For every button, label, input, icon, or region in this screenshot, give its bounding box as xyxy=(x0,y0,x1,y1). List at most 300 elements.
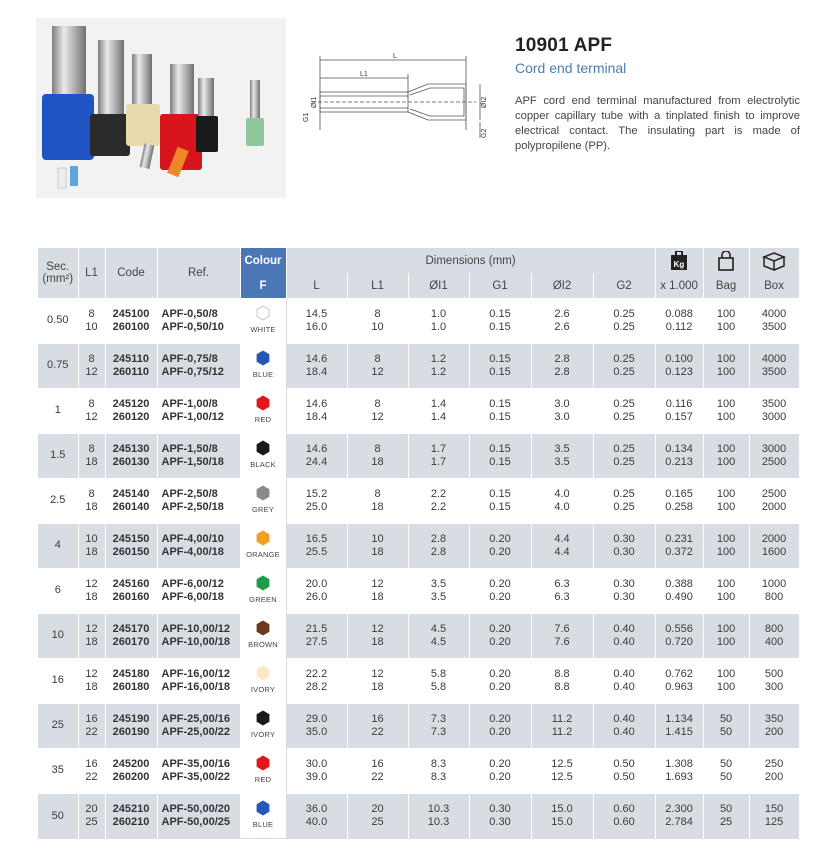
dim-L1-value: 18 xyxy=(371,456,384,468)
dim-G1-value: 0.15 xyxy=(489,397,511,410)
cell-colour xyxy=(240,704,286,749)
ref-value: APF-4,00/10 xyxy=(161,532,224,545)
dim-G1-value: 0.20 xyxy=(489,771,511,783)
cell-ref xyxy=(157,749,240,794)
table-row xyxy=(38,614,799,659)
cell-dim-L1 xyxy=(347,389,408,434)
colour-name: IVORY xyxy=(250,685,276,695)
l1-value: 18 xyxy=(85,591,98,603)
dim-OI1-value: 1.4 xyxy=(430,411,447,423)
table-row xyxy=(38,344,799,389)
code-value: 245100 xyxy=(112,307,150,320)
cell-bag xyxy=(703,299,749,344)
cell-weight xyxy=(655,524,703,569)
product-description: APF cord end terminal manufactured from electrolytic copper capillary tube with a tinplated finish to improve electrical contact. The insulating part is made of polypropilene (PP). xyxy=(515,95,800,152)
dim-OI2-value: 12.5 xyxy=(551,771,573,783)
dim-L1-value: 12 xyxy=(371,366,384,378)
code-value: 245190 xyxy=(112,712,150,725)
header-weight: x 1.000 xyxy=(655,273,703,299)
cell-dim-OI2 xyxy=(531,479,593,524)
colour-name: BROWN xyxy=(248,640,278,650)
dim-G2-value: 0.25 xyxy=(613,366,635,378)
box-value: 3500 xyxy=(761,366,787,378)
cell-weight xyxy=(655,299,703,344)
cell-code xyxy=(105,344,157,389)
box-value: 500 xyxy=(764,667,784,680)
dim-L-value: 24.4 xyxy=(305,456,328,468)
weight-value: 0.258 xyxy=(665,501,693,513)
cell-dim-L xyxy=(286,569,347,614)
dim-OI1-value: 7.3 xyxy=(430,712,447,725)
dim-OI1-value: 8.3 xyxy=(430,771,447,783)
l1-value: 22 xyxy=(85,771,98,783)
weight-value: 1.415 xyxy=(665,726,693,738)
cell-dim-G1 xyxy=(469,704,531,749)
cell-l1 xyxy=(78,794,105,839)
cell-dim-OI1 xyxy=(408,524,469,569)
box-value: 2000 xyxy=(761,532,787,545)
dim-G2-value: 0.40 xyxy=(613,712,635,725)
box-value: 200 xyxy=(764,771,784,783)
cell-colour xyxy=(240,434,286,479)
cell-dim-OI1 xyxy=(408,614,469,659)
header-sec: Sec. (mm²) xyxy=(38,248,78,299)
dim-OI1-value: 1.7 xyxy=(430,442,447,455)
dim-L-value: 29.0 xyxy=(305,712,328,725)
ref-value: APF-2,50/8 xyxy=(161,487,218,500)
bag-value: 50 xyxy=(719,726,733,738)
cell-dim-OI2 xyxy=(531,794,593,839)
bag-value: 100 xyxy=(716,442,736,455)
cell-box xyxy=(749,524,799,569)
colour-swatch-shape xyxy=(257,531,269,545)
l1-value: 8 xyxy=(88,352,95,365)
header-dim-L: L xyxy=(286,273,347,299)
cell-dim-G1 xyxy=(469,434,531,479)
dim-OI2-value: 2.8 xyxy=(554,366,570,378)
cell-bag xyxy=(703,749,749,794)
dim-L-value: 36.0 xyxy=(305,802,328,815)
dim-OI1-value: 10.3 xyxy=(427,802,450,815)
dim-OI2-value: 11.2 xyxy=(551,712,573,725)
cell-ref xyxy=(157,479,240,524)
cell-code xyxy=(105,659,157,704)
colour-swatch-shape xyxy=(257,801,269,815)
cell-weight xyxy=(655,659,703,704)
cell-dim-L1 xyxy=(347,794,408,839)
cell-dim-L1 xyxy=(347,659,408,704)
header-dim-OI2: ØI2 xyxy=(531,273,593,299)
cell-l1 xyxy=(78,434,105,479)
weight-value: 1.308 xyxy=(665,757,693,770)
dim-L1-value: 8 xyxy=(374,397,381,410)
weight-value: 0.213 xyxy=(665,456,693,468)
l1-value: 12 xyxy=(85,577,98,590)
header-code: Code xyxy=(105,248,157,299)
cell-dim-OI1 xyxy=(408,389,469,434)
bag-value: 100 xyxy=(716,501,736,513)
dim-OI2-value: 7.6 xyxy=(554,622,570,635)
code-value: 260150 xyxy=(112,546,150,558)
cell-ref xyxy=(157,614,240,659)
dim-G1-value: 0.20 xyxy=(489,622,511,635)
cell-l1 xyxy=(78,704,105,749)
kg-weight-icon xyxy=(670,251,688,271)
cell-sec: 25 xyxy=(38,704,78,749)
cell-bag xyxy=(703,794,749,839)
weight-value: 0.372 xyxy=(665,546,693,558)
ref-value: APF-0,50/8 xyxy=(161,307,218,320)
box-value: 800 xyxy=(764,622,784,635)
table-row xyxy=(38,659,799,704)
code-value: 245200 xyxy=(112,757,150,770)
dim-G1-value: 0.20 xyxy=(489,546,511,558)
header-bag: Bag xyxy=(703,273,749,299)
cell-dim-OI2 xyxy=(531,389,593,434)
cell-code xyxy=(105,479,157,524)
cell-dim-L1 xyxy=(347,569,408,614)
dim-L1-value: 12 xyxy=(371,667,384,680)
cell-dim-G2 xyxy=(593,704,655,749)
cell-box xyxy=(749,479,799,524)
cell-dim-G1 xyxy=(469,389,531,434)
ref-value: APF-50,00/25 xyxy=(161,816,230,829)
box-value: 400 xyxy=(764,636,784,648)
cell-dim-G2 xyxy=(593,749,655,794)
ref-value: APF-16,00/18 xyxy=(161,681,230,693)
dim-G2-value: 0.30 xyxy=(613,532,635,545)
weight-value: 1.134 xyxy=(665,712,693,725)
cell-dim-L1 xyxy=(347,299,408,344)
cell-sec: 4 xyxy=(38,524,78,569)
code-value: 260190 xyxy=(112,726,150,738)
bag-value: 50 xyxy=(719,802,733,815)
weight-value: 0.963 xyxy=(665,681,693,693)
cell-code xyxy=(105,704,157,749)
dim-G2-value: 0.50 xyxy=(613,771,635,783)
cell-code xyxy=(105,389,157,434)
cell-weight xyxy=(655,704,703,749)
cell-colour xyxy=(240,299,286,344)
weight-value: 2.784 xyxy=(665,816,693,829)
cell-weight xyxy=(655,569,703,614)
bag-value: 100 xyxy=(716,487,736,500)
box-value: 3500 xyxy=(761,397,787,410)
weight-value: 0.388 xyxy=(665,577,693,590)
cell-ref xyxy=(157,524,240,569)
cell-sec: 1 xyxy=(38,389,78,434)
dim-L-value: 40.0 xyxy=(305,816,328,829)
weight-value: 0.762 xyxy=(665,667,693,680)
cell-bag xyxy=(703,434,749,479)
dim-OI1-value: 3.5 xyxy=(430,591,447,603)
box-value: 250 xyxy=(764,757,784,770)
dim-OI1-value: 5.8 xyxy=(430,681,447,693)
header-ref: Ref. xyxy=(157,248,240,299)
cell-sec: 1.5 xyxy=(38,434,78,479)
dim-G2-value: 0.60 xyxy=(613,802,635,815)
cell-colour xyxy=(240,344,286,389)
dim-OI1-value: 2.8 xyxy=(430,532,447,545)
code-value: 260100 xyxy=(112,321,150,333)
dim-L-value: 16.0 xyxy=(305,321,328,333)
cell-dim-L xyxy=(286,299,347,344)
cell-bag xyxy=(703,569,749,614)
dim-OI2-value: 8.8 xyxy=(554,681,570,693)
table-row xyxy=(38,524,799,569)
dim-L-value: 25.0 xyxy=(305,501,328,513)
cell-dim-L xyxy=(286,524,347,569)
table-row xyxy=(38,749,799,794)
table-body xyxy=(38,299,799,839)
ref-value: APF-10,00/18 xyxy=(161,636,230,648)
cell-l1 xyxy=(78,659,105,704)
cell-box xyxy=(749,794,799,839)
dim-L1-value: 22 xyxy=(371,771,384,783)
colour-name: RED xyxy=(254,415,272,425)
table-row xyxy=(38,299,799,344)
l1-value: 18 xyxy=(85,456,98,468)
cell-code xyxy=(105,794,157,839)
dim-L1-value: 25 xyxy=(371,816,384,829)
code-value: 245130 xyxy=(112,442,150,455)
l1-value: 18 xyxy=(85,681,98,693)
ref-value: APF-35,00/22 xyxy=(161,771,230,783)
dim-G1-value: 0.20 xyxy=(489,726,511,738)
weight-value: 0.134 xyxy=(665,442,693,455)
dim-G1-value: 0.15 xyxy=(489,352,511,365)
dim-OI2-value: 2.6 xyxy=(554,307,570,320)
cell-dim-L1 xyxy=(347,749,408,794)
cell-dim-G2 xyxy=(593,614,655,659)
dim-L1-value: 18 xyxy=(371,591,384,603)
colour-swatch-shape xyxy=(257,396,269,410)
colour-name: BLUE xyxy=(252,370,274,380)
weight-value: 0.100 xyxy=(665,352,693,365)
dim-OI1-value: 4.5 xyxy=(430,636,447,648)
weight-value: 0.123 xyxy=(665,366,693,378)
dim-L-value: 30.0 xyxy=(305,757,328,770)
cell-code xyxy=(105,614,157,659)
ref-value: APF-35,00/16 xyxy=(161,757,230,770)
box-value: 4000 xyxy=(761,307,787,320)
weight-value: 0.490 xyxy=(665,591,693,603)
cell-ref xyxy=(157,434,240,479)
ref-value: APF-6,00/12 xyxy=(161,577,224,590)
weight-value: 0.165 xyxy=(665,487,693,500)
table-row xyxy=(38,704,799,749)
cell-colour xyxy=(240,389,286,434)
ref-value: APF-1,00/8 xyxy=(161,397,218,410)
bag-value: 100 xyxy=(716,366,736,378)
dim-G2-value: 0.30 xyxy=(613,577,635,590)
bag-value: 100 xyxy=(716,577,736,590)
box-value: 800 xyxy=(764,591,784,603)
cell-bag xyxy=(703,614,749,659)
cell-dim-G1 xyxy=(469,794,531,839)
colour-name: BLUE xyxy=(252,820,274,830)
cell-l1 xyxy=(78,524,105,569)
cell-dim-L1 xyxy=(347,524,408,569)
colour-name: RED xyxy=(254,775,272,785)
cell-colour xyxy=(240,569,286,614)
cell-box xyxy=(749,389,799,434)
cell-box xyxy=(749,569,799,614)
cell-ref xyxy=(157,659,240,704)
cell-bag xyxy=(703,479,749,524)
box-value: 2000 xyxy=(761,501,787,513)
dim-G2-value: 0.25 xyxy=(613,307,635,320)
cell-code xyxy=(105,299,157,344)
dim-OI1-value: 8.3 xyxy=(430,757,447,770)
cell-sec: 10 xyxy=(38,614,78,659)
table-row xyxy=(38,479,799,524)
bag-icon xyxy=(717,251,735,271)
cell-dim-L xyxy=(286,344,347,389)
cell-dim-G1 xyxy=(469,344,531,389)
dim-OI2-value: 8.8 xyxy=(554,667,570,680)
dim-OI1-value: 1.0 xyxy=(430,321,447,333)
colour-swatch-icon xyxy=(255,665,271,681)
cell-dim-L1 xyxy=(347,434,408,479)
cell-l1 xyxy=(78,614,105,659)
technical-drawing xyxy=(298,50,498,150)
cell-box xyxy=(749,344,799,389)
cell-weight xyxy=(655,749,703,794)
weight-value: 0.088 xyxy=(665,307,693,320)
code-value: 245140 xyxy=(112,487,150,500)
dim-OI2-value: 3.5 xyxy=(554,442,570,455)
box-value: 300 xyxy=(764,681,784,693)
colour-swatch-icon xyxy=(255,755,271,771)
cell-dim-L xyxy=(286,479,347,524)
cell-l1 xyxy=(78,749,105,794)
l1-value: 18 xyxy=(85,636,98,648)
cell-colour xyxy=(240,479,286,524)
cell-dim-OI2 xyxy=(531,344,593,389)
table-row xyxy=(38,389,799,434)
cell-dim-OI2 xyxy=(531,749,593,794)
cell-dim-OI1 xyxy=(408,569,469,614)
colour-name: IVORY xyxy=(250,730,276,740)
dim-OI2-value: 3.0 xyxy=(554,411,570,423)
cell-dim-L1 xyxy=(347,614,408,659)
dim-L-value: 14.6 xyxy=(305,352,328,365)
colour-swatch-shape xyxy=(257,441,269,455)
cell-dim-OI1 xyxy=(408,659,469,704)
code-value: 260160 xyxy=(112,591,150,603)
colour-swatch-icon xyxy=(255,530,271,546)
colour-swatch-icon xyxy=(255,440,271,456)
dim-L1-value: 18 xyxy=(371,681,384,693)
dim-L1-value: 12 xyxy=(371,411,384,423)
weight-value: 0.231 xyxy=(665,532,693,545)
cell-dim-L xyxy=(286,434,347,479)
cell-dim-OI2 xyxy=(531,299,593,344)
cell-dim-OI1 xyxy=(408,299,469,344)
cell-colour xyxy=(240,659,286,704)
cell-colour xyxy=(240,794,286,839)
l1-value: 12 xyxy=(85,411,98,423)
dim-L-value: 26.0 xyxy=(305,591,328,603)
spec-table xyxy=(38,248,800,839)
dim-G1-value: 0.20 xyxy=(489,712,511,725)
bag-value: 100 xyxy=(716,636,736,648)
dim-label-G1: G1 xyxy=(303,112,310,122)
svg-text:Kg: Kg xyxy=(673,259,685,269)
dim-G2-value: 0.40 xyxy=(613,636,635,648)
cell-dim-OI1 xyxy=(408,794,469,839)
cell-dim-OI2 xyxy=(531,569,593,614)
dim-G2-value: 0.40 xyxy=(613,667,635,680)
box-icon xyxy=(762,251,786,271)
weight-value: 0.112 xyxy=(665,321,693,333)
cell-dim-G1 xyxy=(469,614,531,659)
bag-value: 100 xyxy=(716,532,736,545)
dim-L-value: 39.0 xyxy=(305,771,328,783)
box-value: 125 xyxy=(764,816,784,829)
cell-code xyxy=(105,569,157,614)
box-value: 150 xyxy=(764,802,784,815)
cell-dim-OI2 xyxy=(531,704,593,749)
l1-value: 8 xyxy=(88,307,95,320)
bag-value: 100 xyxy=(716,681,736,693)
dim-G1-value: 0.20 xyxy=(489,532,511,545)
cell-colour xyxy=(240,614,286,659)
dim-L1-value: 16 xyxy=(371,757,384,770)
code-value: 245170 xyxy=(112,622,150,635)
cell-ref xyxy=(157,704,240,749)
l1-value: 16 xyxy=(85,712,98,725)
header-dim-G2: G2 xyxy=(593,273,655,299)
dim-OI2-value: 6.3 xyxy=(554,591,570,603)
dim-L1-value: 12 xyxy=(371,577,384,590)
dim-OI2-value: 7.6 xyxy=(554,636,570,648)
bag-value: 100 xyxy=(716,352,736,365)
cell-weight xyxy=(655,614,703,659)
weight-value: 1.693 xyxy=(665,771,693,783)
ref-value: APF-0,75/8 xyxy=(161,352,218,365)
table-row xyxy=(38,434,799,479)
colour-swatch-shape xyxy=(257,711,269,725)
cell-dim-G2 xyxy=(593,794,655,839)
cell-dim-OI2 xyxy=(531,434,593,479)
colour-swatch-icon xyxy=(255,395,271,411)
dim-G2-value: 0.60 xyxy=(613,816,635,829)
box-value: 3000 xyxy=(761,411,787,423)
cell-dim-L xyxy=(286,704,347,749)
cell-bag xyxy=(703,659,749,704)
dim-G1-value: 0.20 xyxy=(489,636,511,648)
dim-L1-value: 10 xyxy=(371,532,384,545)
header-weight-icon-cell xyxy=(655,248,703,273)
dim-label-OI2: ØI2 xyxy=(481,96,488,108)
cell-box xyxy=(749,434,799,479)
header-colour: Colour xyxy=(240,248,286,273)
code-value: 260130 xyxy=(112,456,150,468)
ref-value: APF-50,00/20 xyxy=(161,802,230,815)
cell-ref xyxy=(157,389,240,434)
cell-dim-G1 xyxy=(469,659,531,704)
cell-sec: 2.5 xyxy=(38,479,78,524)
colour-swatch-shape xyxy=(257,486,269,500)
dim-L1-value: 8 xyxy=(374,487,381,500)
cell-dim-G2 xyxy=(593,299,655,344)
cell-dim-G2 xyxy=(593,659,655,704)
dim-OI1-value: 2.8 xyxy=(430,546,447,558)
dim-label-G2: G2 xyxy=(481,128,488,138)
cell-sec: 35 xyxy=(38,749,78,794)
